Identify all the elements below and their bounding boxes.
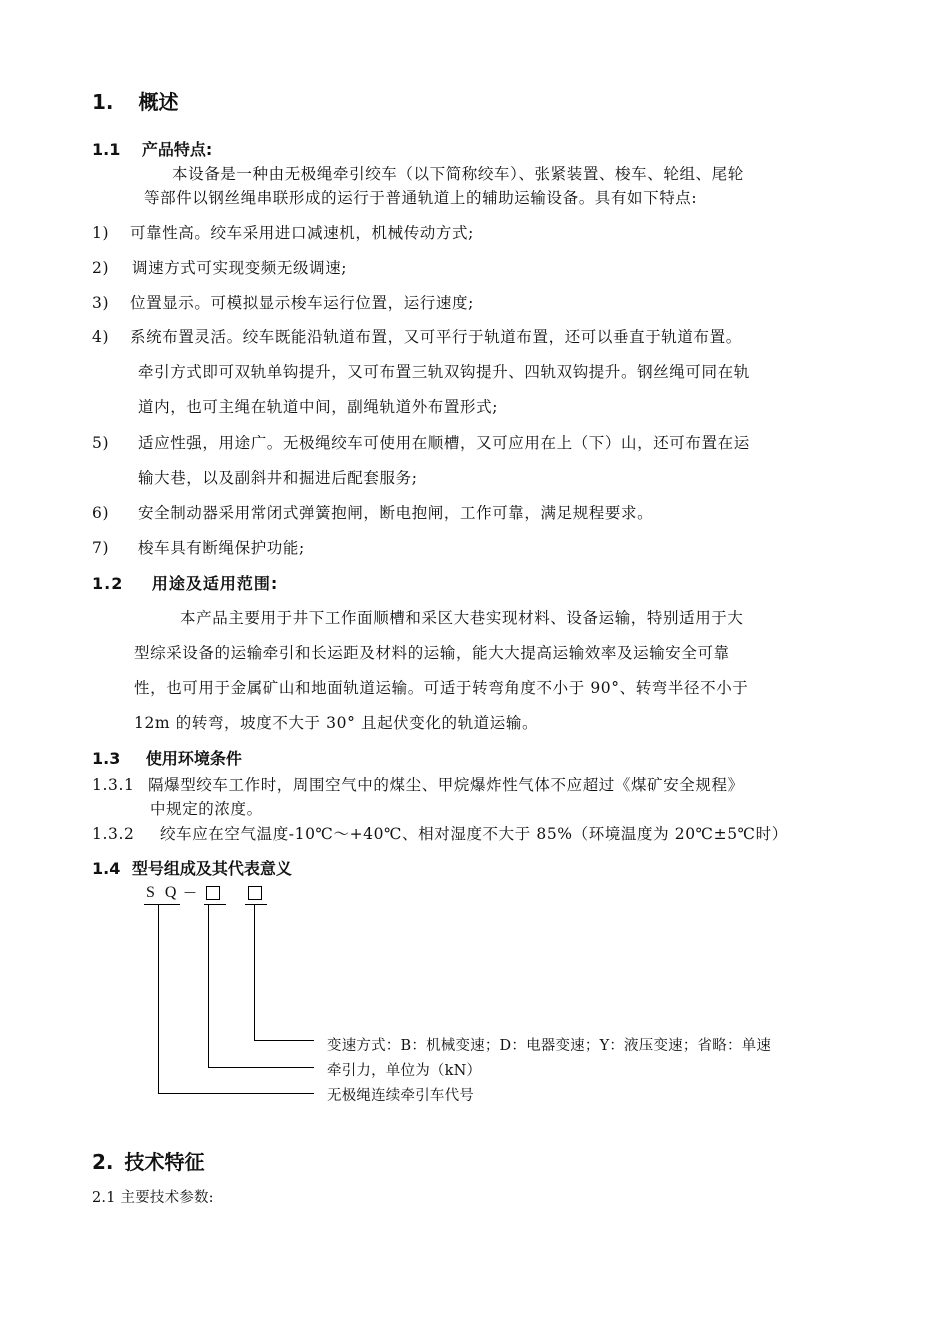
item-text: 可靠性高。绞车采用进口减速机，机械传动方式;	[130, 224, 474, 242]
item-number: 3)	[92, 294, 110, 312]
force-placeholder-box	[206, 886, 220, 900]
item-text: 系统布置灵活。绞车既能沿轨道布置，又可平行于轨道布置，还可以垂直于轨道布置。	[130, 328, 742, 346]
item-number: 1.3.1	[92, 776, 135, 794]
section-1-title: 概述	[138, 90, 179, 114]
force-leader-vertical	[208, 905, 209, 1068]
feature-item-3	[92, 291, 474, 313]
section-2-number: 2.	[92, 1150, 114, 1174]
speed-leader-vertical	[254, 905, 255, 1041]
subsection-title: 使用环境条件	[145, 749, 242, 768]
item-number: 6)	[92, 504, 110, 522]
model-code: S Q	[146, 884, 180, 901]
code-leader-vertical	[158, 905, 159, 1094]
item-text: 绞车应在空气温度-10℃～+40℃、相对湿度不大于 85%（环境温度为 20℃±5℃时）	[160, 825, 788, 843]
subsection-number: 1.2	[92, 574, 124, 593]
code-underline	[144, 904, 180, 905]
scope-line-4: 12m 的转弯，坡度不大于 30° 且起伏变化的轨道运输。	[134, 714, 539, 732]
section-1-heading	[92, 86, 178, 115]
subsection-number: 1.4	[92, 859, 121, 878]
force-leader-horizontal	[208, 1067, 314, 1068]
env-item-1	[92, 773, 744, 795]
speed-leader-horizontal	[254, 1040, 314, 1041]
subsection-1-3-heading	[92, 746, 242, 769]
subsection-1-2-heading	[92, 571, 278, 594]
model-dash: —	[184, 885, 196, 899]
item-number: 7)	[92, 539, 110, 557]
item-text: 梭车具有断绳保护功能;	[138, 539, 305, 557]
subsection-title: 型号组成及其代表意义	[131, 859, 292, 878]
env-item-1-cont: 中规定的浓度。	[150, 800, 263, 818]
section-2-1-label: 2.1 主要技术参数:	[92, 1190, 214, 1206]
feature-item-4	[92, 325, 742, 347]
item-number: 1)	[92, 224, 110, 242]
feature-item-4-cont-2: 道内，也可主绳在轨道中间，副绳轨道外布置形式;	[138, 398, 499, 416]
item-number: 1.3.2	[92, 825, 135, 843]
env-item-2	[92, 822, 788, 844]
feature-item-5-cont-1: 输大巷，以及副斜井和掘进后配套服务;	[138, 469, 418, 487]
item-text: 调速方式可实现变频无级调速;	[132, 259, 348, 277]
subsection-1-1-heading	[92, 137, 212, 160]
section-2-heading	[92, 1146, 204, 1175]
subsection-title: 产品特点:	[141, 140, 213, 159]
section-1-number: 1.	[92, 90, 114, 114]
scope-line-3: 性，也可用于金属矿山和地面轨道运输。可适于转弯角度不小于 90°、转弯半径不小于	[134, 679, 749, 697]
feature-item-4-cont-1: 牵引方式即可双轨单钩提升，又可布置三轨双钩提升、四轨双钩提升。钢丝绳可同在轨	[138, 363, 750, 381]
subsection-1-4-heading	[92, 856, 292, 879]
feature-item-5	[92, 431, 750, 453]
item-text: 隔爆型绞车工作时，周围空气中的煤尘、甲烷爆炸性气体不应超过《煤矿安全规程》	[148, 776, 744, 794]
item-text: 适应性强，用途广。无极绳绞车可使用在顺槽，又可应用在上（下）山，还可布置在运	[138, 434, 750, 452]
subsection-title: 用途及适用范围:	[151, 574, 279, 593]
item-number: 5)	[92, 434, 110, 452]
speed-underline	[245, 904, 267, 905]
item-text: 位置显示。可模拟显示梭车运行位置，运行速度;	[130, 294, 474, 312]
item-number: 2)	[92, 259, 110, 277]
product-code-label: 无极绳连续牵引车代号	[327, 1088, 474, 1104]
speed-placeholder-box	[248, 886, 262, 900]
item-text: 安全制动器采用常闭式弹簧抱闸，断电抱闸，工作可靠，满足规程要求。	[138, 504, 654, 522]
feature-item-2	[92, 256, 347, 278]
scope-line-2: 型综采设备的运输牵引和长运距及材料的运输，能大大提高运输效率及运输安全可靠	[134, 644, 730, 662]
scope-line-1: 本产品主要用于井下工作面顺槽和采区大巷实现材料、设备运输，特别适用于大	[180, 609, 744, 627]
subsection-number: 1.3	[92, 749, 121, 768]
section-2-title: 技术特征	[124, 1150, 205, 1174]
item-number: 4)	[92, 328, 110, 346]
subsection-number: 1.1	[92, 140, 121, 159]
feature-item-7	[92, 536, 305, 558]
intro-line-1: 本设备是一种由无极绳牵引绞车（以下简称绞车）、张紧装置、梭车、轮组、尾轮	[172, 165, 744, 183]
traction-force-label: 牵引力，单位为（kN）	[327, 1063, 482, 1079]
speed-mode-label: 变速方式：B：机械变速；D：电器变速；Y：液压变速；省略：单速	[327, 1038, 772, 1054]
feature-item-1	[92, 221, 474, 243]
feature-item-6	[92, 501, 653, 523]
intro-line-2: 等部件以钢丝绳串联形成的运行于普通轨道上的辅助运输设备。具有如下特点:	[144, 189, 698, 207]
code-leader-horizontal	[158, 1093, 314, 1094]
